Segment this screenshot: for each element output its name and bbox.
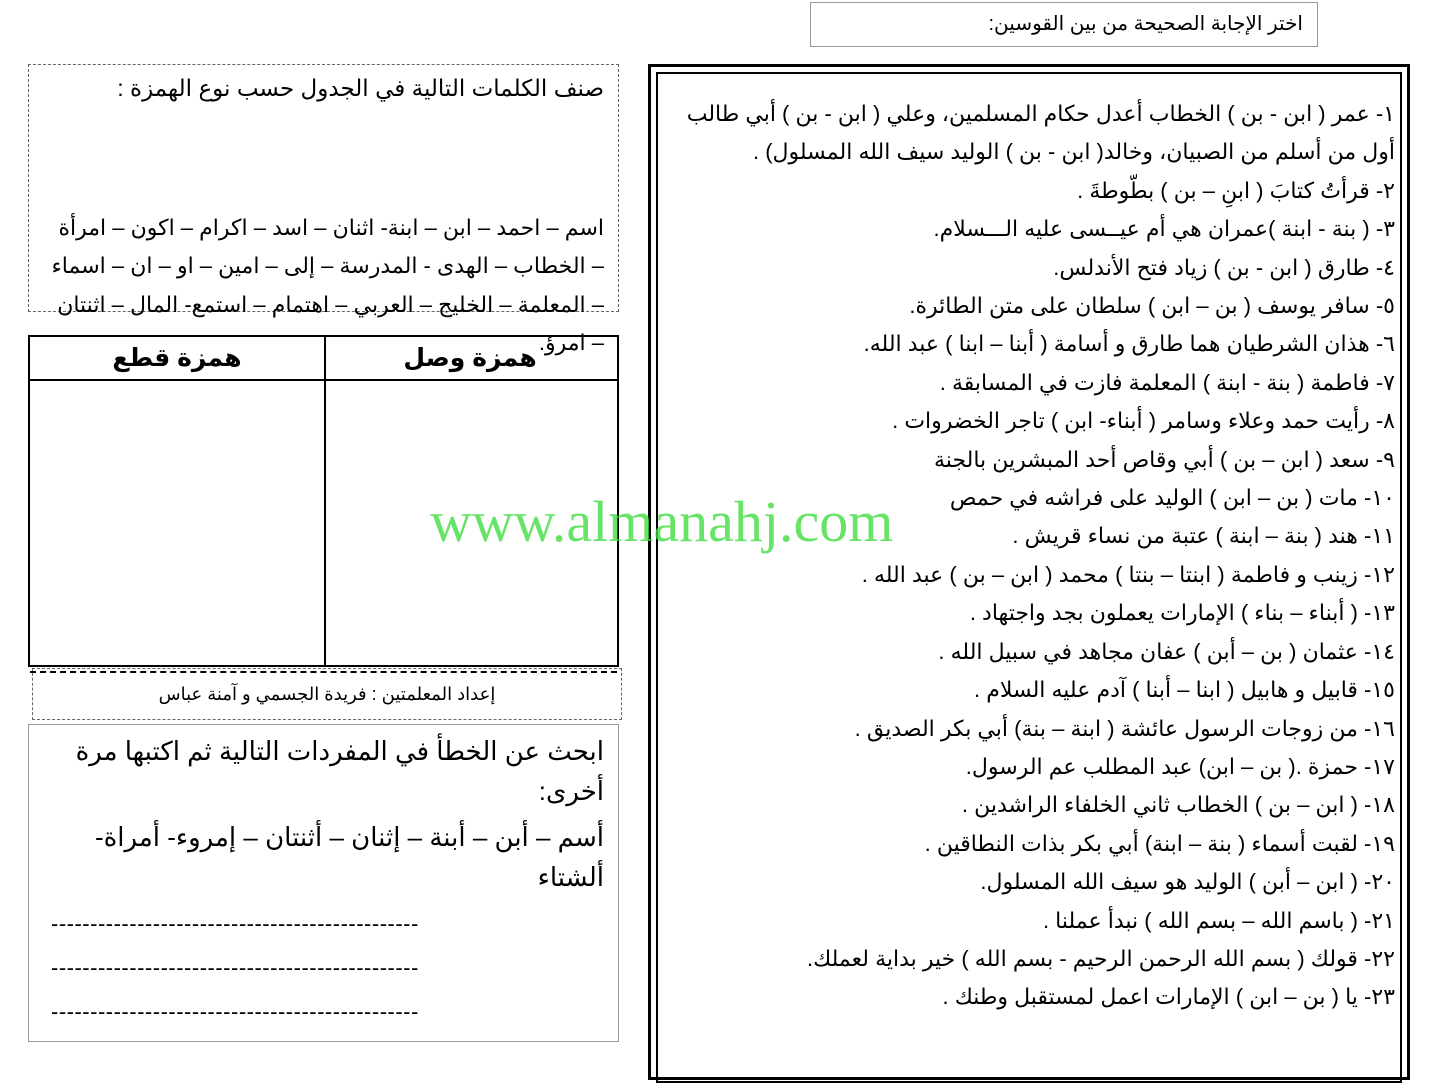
question-item: ٢١- ( باسم الله – بسم الله ) نبدأ عملنا . <box>1042 907 1395 933</box>
prepared-by-text: إعداد المعلمتين : فريدة الجسمي و آمنة عباس <box>158 684 496 704</box>
question-item: ٦- هذان الشرطيان هما طارق و أسامة ( أبنا – ابنا ) عبد الله. <box>863 331 1395 357</box>
answer-line[interactable]: ----------------------------------------------- <box>51 999 419 1024</box>
question-item: ١- عمر ( ابن - بن ) الخطاب أعدل حكام المسلمين، وعلي ( ابن - بن ) أبي طالب أول من أسلم من الصبيان، وخالد( ابن - بن ) الوليد سيف الله المسلول) . <box>686 101 1395 165</box>
question-item: ٢٠- ( ابن – أبن ) الوليد هو سيف الله المسلول. <box>980 869 1395 895</box>
column-header-hamzat-qat: همزة قطع <box>112 344 242 372</box>
error-task-box <box>28 724 619 1042</box>
question-item: ١٥- قابيل و هابيل ( ابنا – أبنا ) آدم عليه السلام . <box>973 677 1395 703</box>
question-item: ٥- سافر يوسف ( بن – ابن ) سلطان على متن الطائرة. <box>909 293 1395 319</box>
classify-words: اسم – احمد – ابن – ابنة- اثنان – اسد – اكرام – اكون – امرأة – الخطاب – الهدى - المدرسة – إلى – امين – او – ان – اسماء – المعلمة – الخليج – العربي – اهتمام – استمع- المال – اثنتان – امرؤ. <box>51 215 604 356</box>
question-item: ٧- فاطمة ( بنة - ابنة ) المعلمة فازت في المسابقة . <box>939 369 1395 395</box>
error-task-title: ابحث عن الخطأ في المفردات التالية ثم اكتبها مرة أخرى: <box>75 736 604 806</box>
instruction-box <box>810 2 1318 47</box>
column-header-hamzat-wasl: همزة وصل <box>403 344 537 372</box>
hamza-table <box>28 335 619 667</box>
question-item: ١٨- ( ابن – بن ) الخطاب ثاني الخلفاء الراشدين . <box>961 792 1395 818</box>
table-column-divider <box>324 337 326 665</box>
question-item: ١٦- من زوجات الرسول عائشة ( ابنة – بنة) أبي بكر الصديق . <box>854 715 1395 741</box>
question-item: ٨- رأيت حمد وعلاء وسامر ( أبناء- ابن ) تاجر الخضروات . <box>892 408 1395 434</box>
watermark: www.almanahj.com <box>430 489 894 554</box>
question-item: ٩- سعد ( ابن – بن ) أبي وقاص أحد المبشرين بالجنة <box>934 446 1395 472</box>
instruction-text: اختر الإجابة الصحيحة من بين القوسين: <box>988 13 1303 35</box>
question-item: ١٠- مات ( بن – ابن ) الوليد على فراشه في حمص <box>949 485 1395 511</box>
question-item: ١١- هند ( بنة – ابنة ) عتبة من نساء قريش . <box>1012 523 1395 549</box>
question-item: ٢٣- يا ( بن – ابن ) الإمارات اعمل لمستقبل وطنك . <box>942 984 1395 1010</box>
question-item: ٤- طارق ( ابن - بن ) زياد فتح الأندلس. <box>1053 254 1395 280</box>
question-item: ٢- قرأتُ كتابَ ( ابنِ – بن ) بطّوطةَ . <box>1077 177 1395 203</box>
question-item: ١٩- لقبت أسماء ( بنة – ابنة) أبي بكر بذات النطاقين . <box>924 830 1395 856</box>
table-header-line <box>30 379 617 381</box>
classify-box <box>28 64 619 356</box>
answer-line[interactable]: ----------------------------------------------- <box>51 911 419 936</box>
question-item: ١٢- زينب و فاطمة ( ابنتا – بنتا ) محمد ( ابن – بن ) عبد الله . <box>861 561 1395 587</box>
answer-line[interactable]: ----------------------------------------------- <box>51 955 419 980</box>
prepared-by-box <box>32 668 622 720</box>
error-task-words: أسم – أبن – أبنة – إثنان – أثنتان – إمروء- أمراة- ألشتاء <box>95 822 604 892</box>
question-item: ١٧- حمزة .( بن – ابن) عبد المطلب عم الرسول. <box>965 753 1395 779</box>
question-item: ٢٢- قولك ( بسم الله الرحمن الرحيم - بسم الله ) خير بداية لعملك. <box>806 945 1395 971</box>
classify-title: صنف الكلمات التالية في الجدول حسب نوع الهمزة : <box>117 75 604 101</box>
questions-list <box>667 95 1395 1017</box>
questions-frame <box>648 64 1410 1080</box>
question-item: ١٤- عثمان ( بن – أبن ) عفان مجاهد في سبيل الله . <box>938 638 1395 664</box>
question-item: ٣- ( بنة - ابنة )عمران هي أم عيــسى عليه الـــسلام. <box>933 216 1395 242</box>
question-item: ١٣- ( أبناء – بناء ) الإمارات يعملون بجد واجتهاد . <box>969 600 1395 626</box>
